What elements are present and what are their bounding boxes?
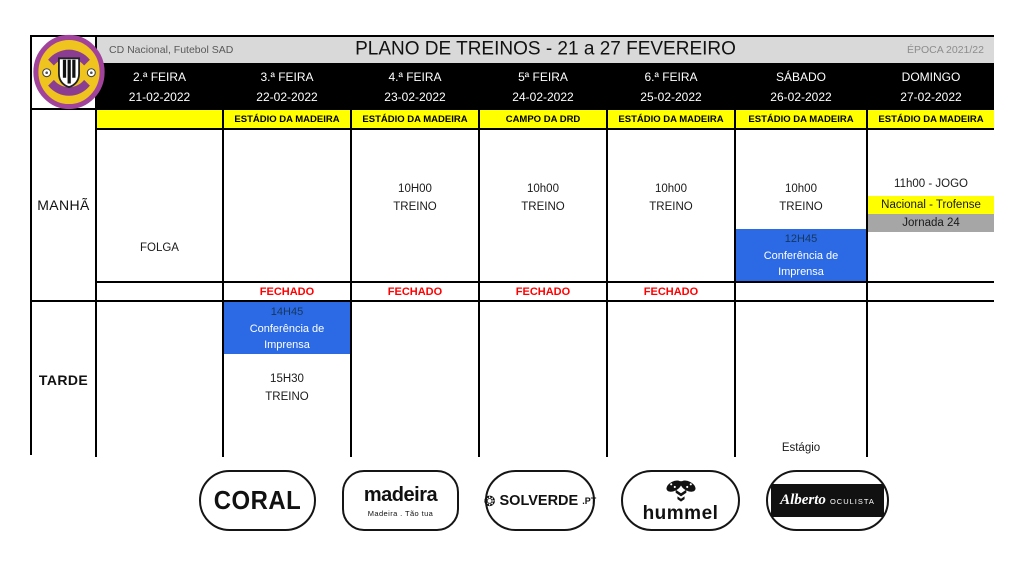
row-label-morning: MANHÃ [32, 110, 97, 302]
match-round: Jornada 24 [868, 214, 994, 232]
closed-tuesday: FECHADO [224, 283, 352, 302]
morning-monday [97, 130, 224, 283]
session-type: TREINO [779, 201, 823, 213]
venue-monday [97, 110, 224, 130]
venue-thursday: CAMPO DA DRD [480, 110, 608, 130]
day-header-friday [608, 65, 736, 110]
club-name: CD Nacional, Futebol SAD [109, 44, 234, 56]
session-type: TREINO [265, 391, 309, 403]
closed-thursday: FECHADO [480, 283, 608, 302]
sponsor-hummel-logo [621, 470, 740, 531]
venue-wednesday: ESTÁDIO DA MADEIRA [352, 110, 480, 130]
row-label-afternoon: TARDE [32, 302, 97, 457]
solverde-rosette-icon: ❂ [483, 492, 496, 509]
closed-wednesday: FECHADO [352, 283, 480, 302]
sponsor-solverde-logo [485, 470, 595, 531]
estagio-note: Estágio [781, 442, 821, 454]
day-header-tuesday [224, 65, 352, 110]
hummel-bee-icon [663, 479, 699, 503]
venue-sunday: ESTÁDIO DA MADEIRA [868, 110, 994, 130]
day-header-thursday [480, 65, 608, 110]
morning-wednesday [352, 130, 480, 283]
alberto-wordmark: Alberto [780, 492, 826, 508]
madeira-tagline: Madeira . Tão tua [367, 508, 434, 518]
afternoon-friday [608, 302, 736, 457]
press-conference-box [224, 302, 350, 354]
alberto-black-box [771, 484, 884, 517]
morning-tuesday [224, 130, 352, 283]
session-type: TREINO [393, 201, 437, 213]
morning-sunday [868, 130, 994, 283]
afternoon-wednesday [352, 302, 480, 457]
sponsor-row [199, 470, 889, 531]
solverde-wordmark: SOLVERDE [499, 492, 579, 509]
closed-friday: FECHADO [608, 283, 736, 302]
session-time: 10h00 [655, 183, 687, 195]
sponsor-alberto-logo [766, 470, 889, 531]
sponsor-madeira-logo [342, 470, 459, 531]
press-conference-box [736, 229, 866, 281]
session-time: 10h00 [785, 183, 817, 195]
afternoon-thursday [480, 302, 608, 457]
madeira-wordmark: madeira [363, 483, 438, 506]
day-date: 24-02-2022 [512, 89, 574, 104]
closed-saturday [736, 283, 868, 302]
closed-sunday [868, 283, 994, 302]
afternoon-sunday [868, 302, 994, 457]
solverde-tld: .PT [582, 495, 597, 506]
press-label: Conferência de [763, 249, 839, 262]
press-label: Imprensa [778, 266, 824, 278]
day-date: 27-02-2022 [900, 89, 962, 104]
day-date: 23-02-2022 [384, 89, 446, 104]
day-name: 4.ª FEIRA [388, 69, 442, 84]
session-type: TREINO [521, 201, 565, 213]
press-time: 12H45 [784, 233, 818, 245]
day-header-saturday [736, 65, 868, 110]
day-name: SÁBADO [775, 69, 826, 84]
session-time: 10H00 [398, 183, 432, 195]
title-strip [97, 37, 994, 65]
schedule-table [30, 35, 994, 455]
venue-friday: ESTÁDIO DA MADEIRA [608, 110, 736, 130]
day-name: DOMINGO [901, 69, 961, 84]
match-time: 11h00 - JOGO [894, 178, 968, 190]
day-date: 21-02-2022 [128, 89, 191, 104]
logo-cell [32, 37, 97, 110]
season-label: ÉPOCA 2021/22 [906, 44, 984, 56]
day-name: 2.ª FEIRA [132, 69, 187, 84]
session-time: 15H30 [270, 373, 304, 385]
session-time: 10h00 [527, 183, 559, 195]
day-date: 22-02-2022 [256, 89, 318, 104]
session-type: TREINO [649, 201, 693, 213]
morning-saturday [736, 130, 868, 283]
press-label: Imprensa [264, 339, 310, 351]
day-date: 26-02-2022 [770, 89, 832, 104]
day-header-wednesday [352, 65, 480, 110]
club-crest-icon [33, 34, 105, 110]
day-header-sunday [868, 65, 994, 110]
match-teams: Nacional - Trofense [868, 196, 994, 214]
day-name: 3.ª FEIRA [260, 69, 314, 84]
day-header-monday [97, 65, 224, 110]
afternoon-tuesday [224, 302, 352, 457]
press-time: 14H45 [270, 306, 304, 318]
sponsor-coral-logo [199, 470, 316, 531]
day-date: 25-02-2022 [640, 89, 702, 104]
day-name: 6.ª FEIRA [644, 69, 698, 84]
page-title: PLANO DE TREINOS - 21 a 27 FEVEREIRO [355, 38, 736, 60]
afternoon-saturday [736, 302, 868, 457]
venue-saturday: ESTÁDIO DA MADEIRA [736, 110, 868, 130]
morning-thursday [480, 130, 608, 283]
afternoon-monday [97, 302, 224, 457]
press-label: Conferência de [249, 322, 325, 335]
day-name: 5ª FEIRA [518, 69, 568, 84]
venue-tuesday: ESTÁDIO DA MADEIRA [224, 110, 352, 130]
alberto-subtitle: OCULISTA [829, 497, 875, 506]
morning-friday [608, 130, 736, 283]
folga-note: FOLGA [140, 242, 179, 254]
coral-wordmark: CORAL [213, 485, 302, 515]
closed-monday [97, 283, 224, 302]
hummel-wordmark: hummel [642, 502, 719, 524]
